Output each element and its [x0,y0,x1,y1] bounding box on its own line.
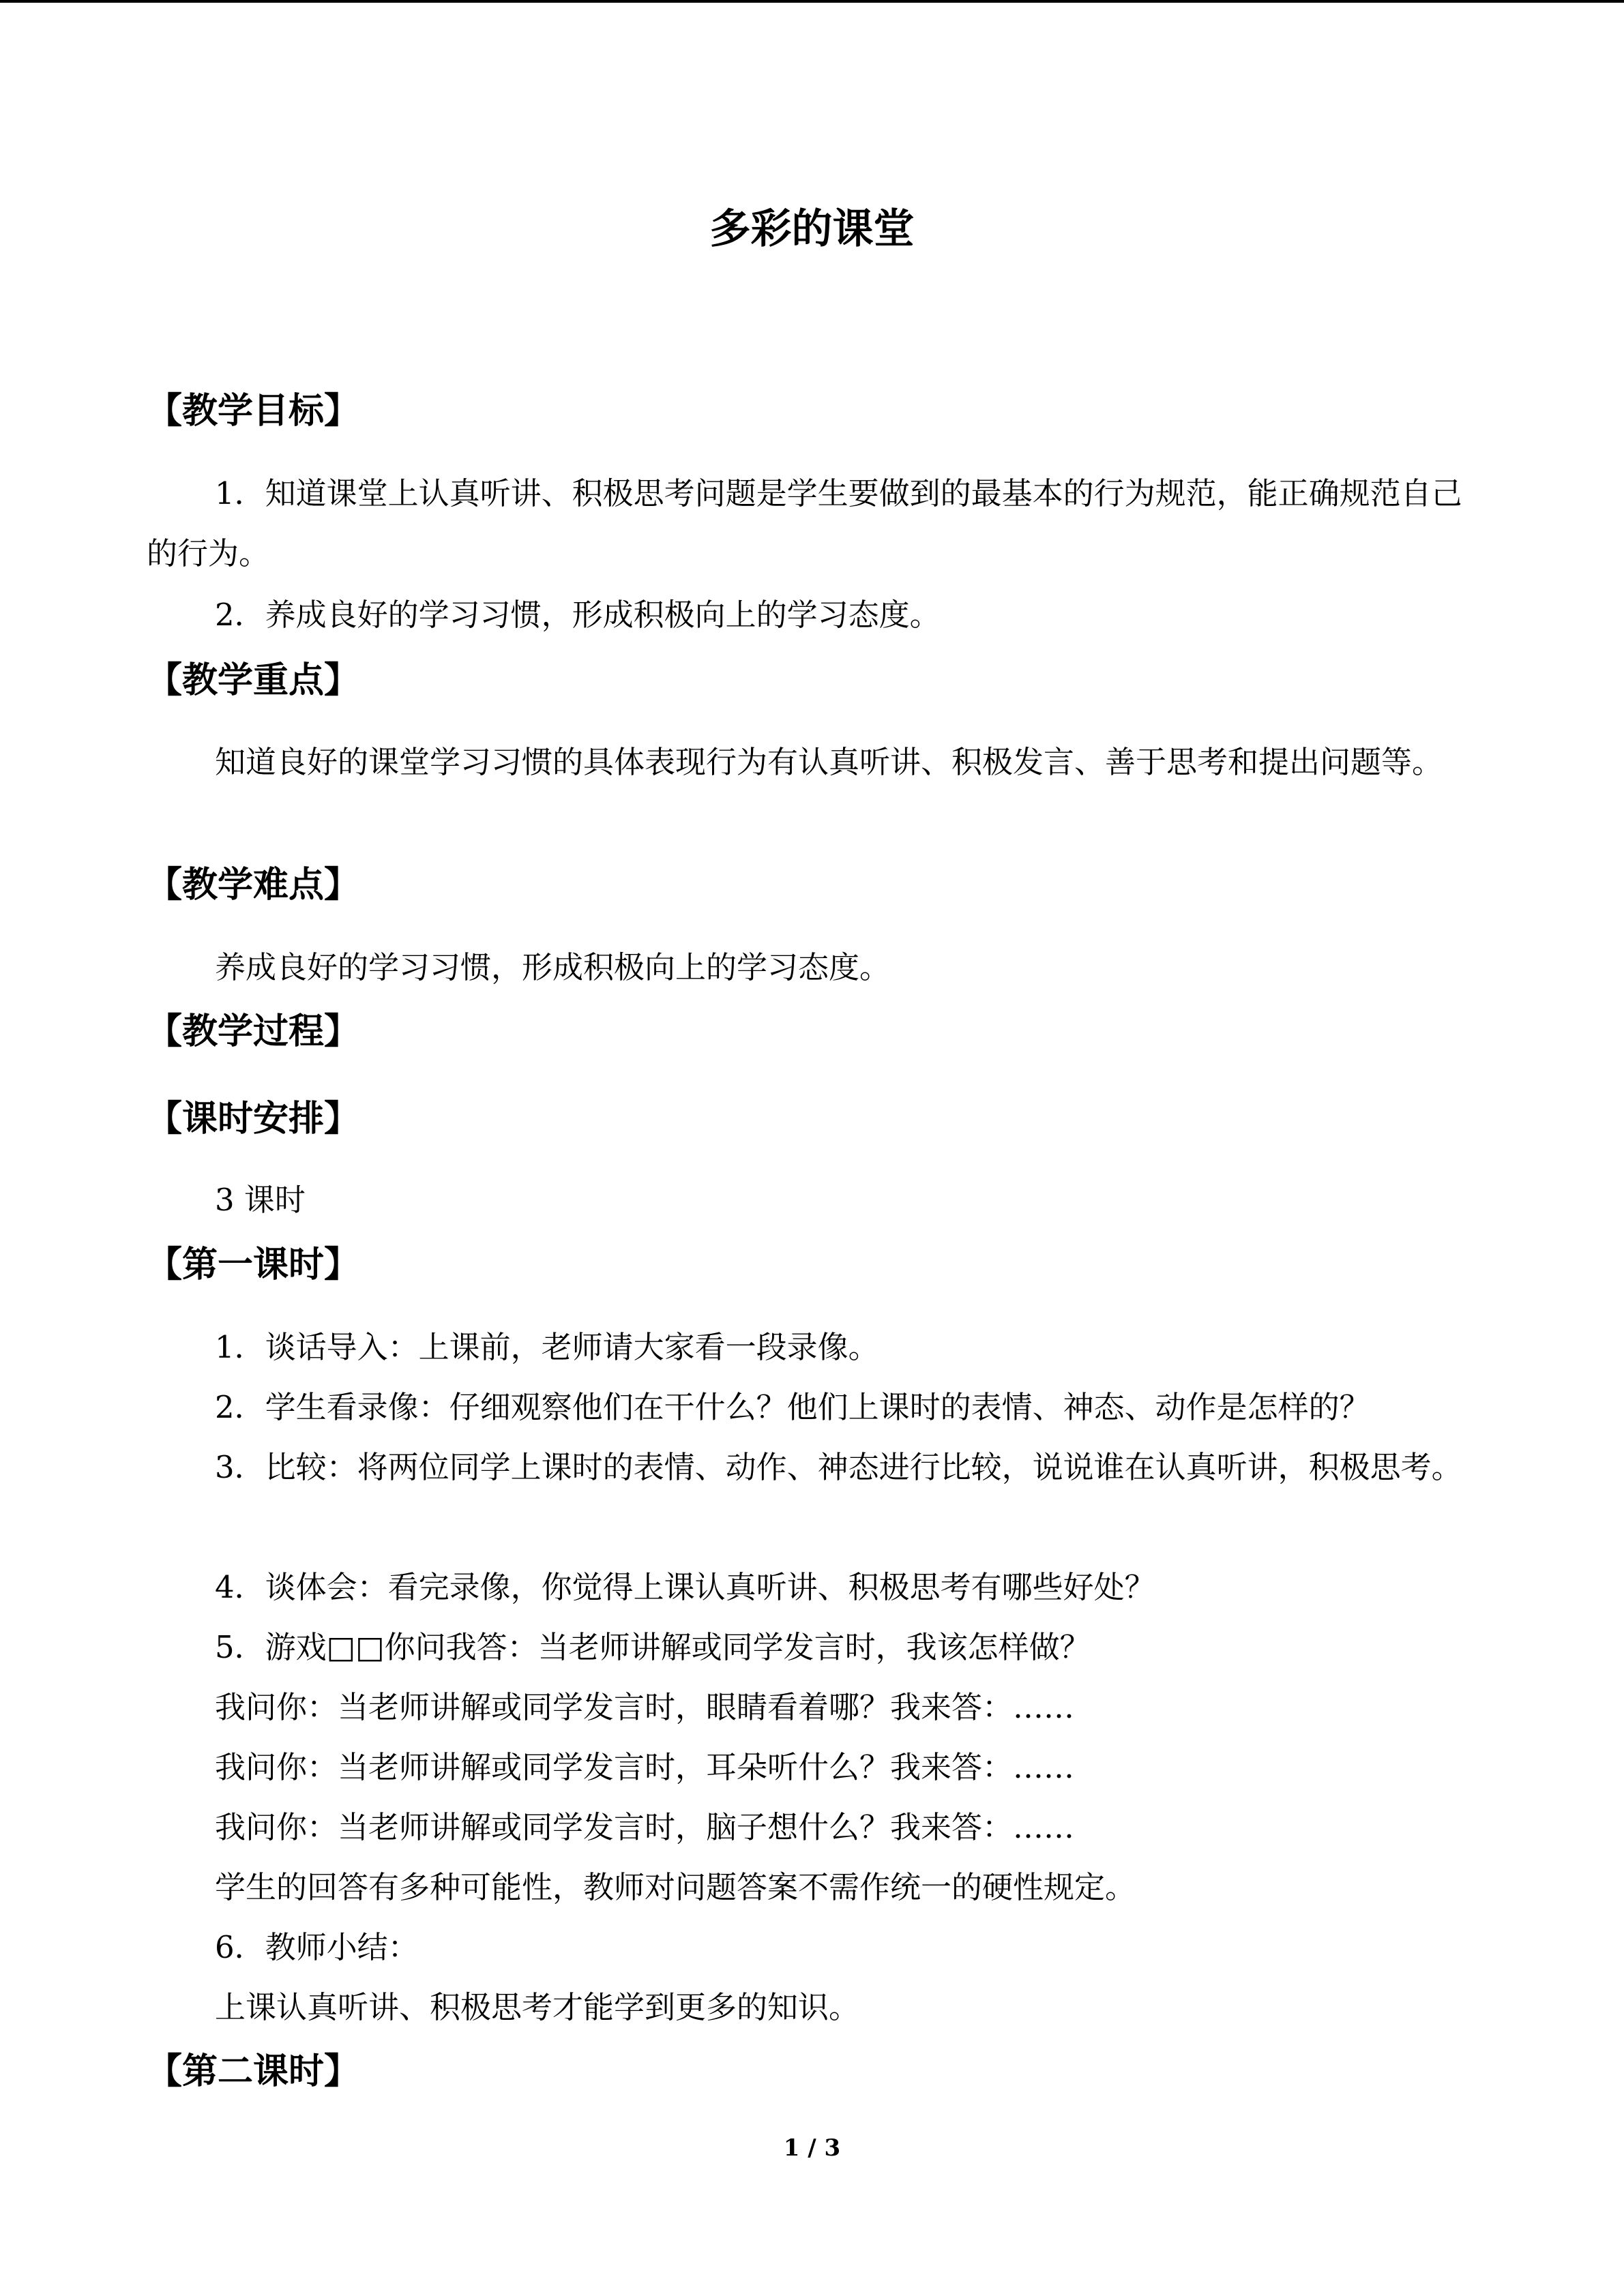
lesson1-qa-ears: 我问你：当老师讲解或同学发言时，耳朵听什么？我来答：…… [215,1749,1075,1785]
heading-teaching-goals: 【教学目标】 [147,391,360,432]
lesson1-summary: 上课认真听讲、积极思考才能学到更多的知识。 [215,1989,860,2025]
schedule-text: 3 课时 [215,1182,306,1218]
heading-key-points: 【教学重点】 [147,660,360,701]
lesson1-step-4: 4．谈体会：看完录像，你觉得上课认真听讲、积极思考有哪些好处？ [215,1569,1155,1605]
goal-item-2: 2．养成良好的学习习惯，形成积极向上的学习态度。 [215,597,941,633]
lesson1-qa-mind: 我问你：当老师讲解或同学发言时，脑子想什么？我来答：…… [215,1809,1075,1845]
lesson1-step-6: 6．教师小结： [215,1929,419,1965]
heading-lesson-1: 【第一课时】 [147,1244,360,1285]
goal-item-1: 1．知道课堂上认真听讲、积极思考问题是学生要做到的最基本的行为规范，能正确规范自己的行为。 [147,475,1462,571]
lesson1-step-3: 3．比较：将两位同学上课时的表情、动作、神态进行比较，说说谁在认真听讲，积极思考。 [215,1449,1462,1485]
page-title: 多彩的课堂 [709,205,915,253]
difficulties-text: 养成良好的学习习惯，形成积极向上的学习态度。 [215,949,891,985]
lesson1-step-1: 1．谈话导入：上课前，老师请大家看一段录像。 [215,1329,879,1365]
lesson1-step-5: 5．游戏□□你问我答：当老师讲解或同学发言时，我该怎样做？ [215,1629,1091,1665]
lesson1-note: 学生的回答有多种可能性，教师对问题答案不需作统一的硬性规定。 [215,1869,1136,1905]
heading-teaching-process: 【教学过程】 [147,1011,360,1052]
lesson1-qa-eyes: 我问你：当老师讲解或同学发言时，眼睛看着哪？我来答：…… [215,1689,1075,1725]
heading-lesson-2: 【第二课时】 [147,2051,360,2092]
page-number: 1 / 3 [783,2134,841,2162]
key-points-text: 知道良好的课堂学习习惯的具体表现行为有认真听讲、积极发言、善于思考和提出问题等。 [215,744,1443,780]
heading-difficulties: 【教学难点】 [147,865,360,906]
heading-schedule: 【课时安排】 [147,1099,360,1139]
lesson1-step-2: 2．学生看录像：仔细观察他们在干什么？他们上课时的表情、神态、动作是怎样的？ [215,1389,1370,1425]
